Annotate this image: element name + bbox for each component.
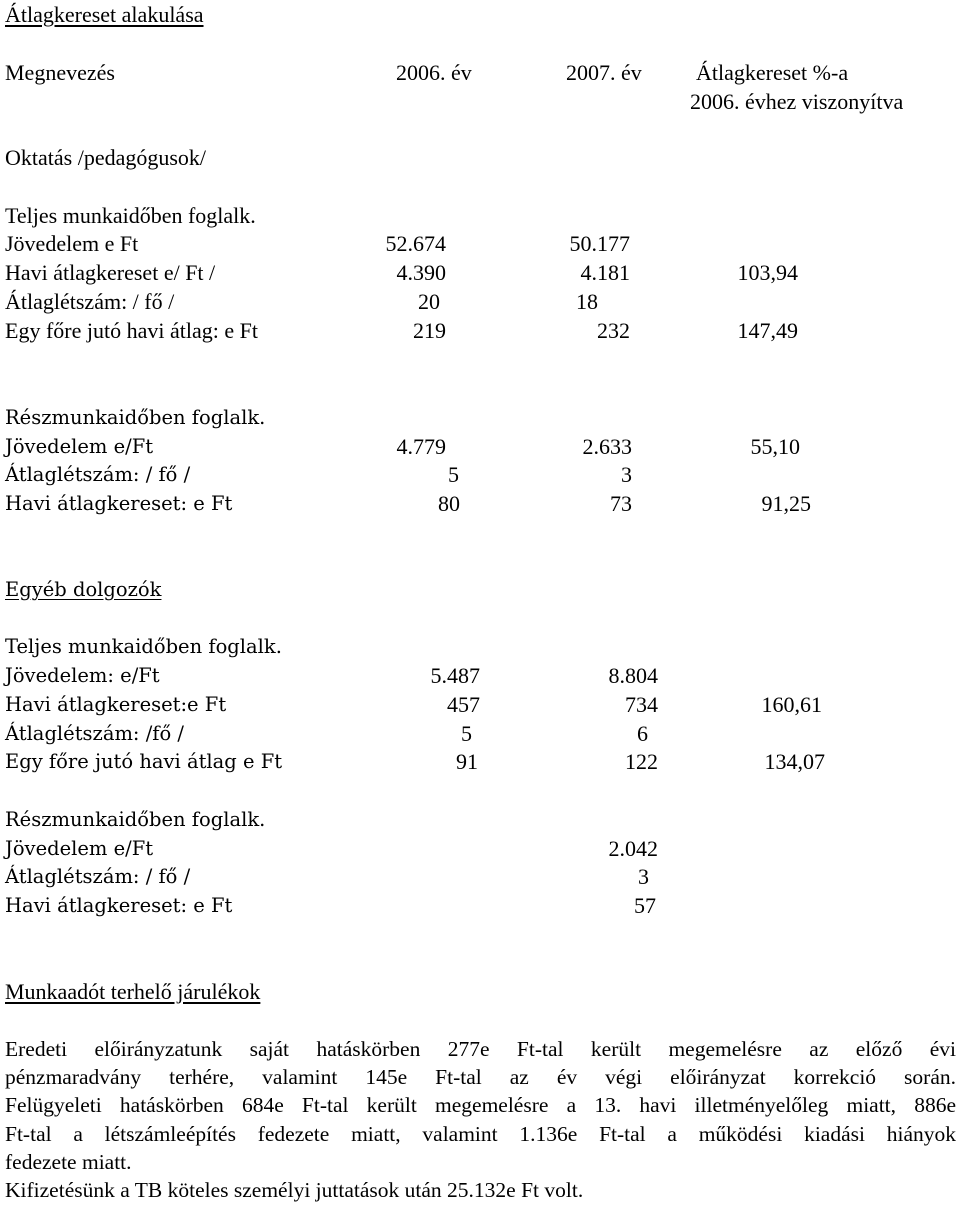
cell-2007: 73 [610, 491, 632, 516]
subheading-full-time: Teljes munkaidőben foglalk. [5, 635, 282, 658]
row-label: Egy főre jutó havi átlag e Ft [5, 750, 283, 773]
cell-2006: 91 [456, 749, 478, 774]
row-label: Havi átlagkereset:e Ft [5, 693, 227, 716]
subheading-part-time: Részmunkaidőben foglalk. [5, 808, 266, 831]
cell-2006: 20 [418, 289, 440, 314]
cell-2007: 3 [638, 864, 649, 889]
cell-2006: 5 [448, 462, 459, 487]
cell-2007: 8.804 [608, 663, 658, 688]
section-heading-other-staff: Egyéb dolgozók [5, 578, 162, 601]
cell-2007: 57 [634, 893, 656, 918]
column-header-2006: 2006. év [396, 60, 472, 85]
cell-percent: 134,07 [764, 749, 825, 774]
cell-2006: 457 [447, 692, 480, 717]
cell-2007: 734 [625, 692, 658, 717]
row-label: Átlaglétszám: / fő / [5, 289, 175, 314]
cell-2007: 2.042 [608, 836, 658, 861]
paragraph-line: fedezete miatt. [5, 1149, 132, 1174]
row-label: Átlaglétszám: / fő / [5, 463, 191, 486]
row-label: Átlaglétszám: / fő / [5, 865, 191, 888]
cell-2007: 6 [637, 721, 648, 746]
cell-2007: 18 [576, 289, 598, 314]
cell-2007: 4.181 [580, 260, 630, 285]
row-label: Jövedelem: e/Ft [5, 664, 160, 687]
column-header-2007: 2007. év [566, 60, 642, 85]
subheading-part-time: Részmunkaidőben foglalk. [5, 406, 266, 429]
paragraph-line: pénzmaradvány terhére, valamint 145e Ft-tal az év végi előirányzat korrekció során. [5, 1065, 956, 1090]
section-heading-contributions: Munkaadót terhelő járulékok [5, 979, 261, 1004]
column-header-ratio-sub: 2006. évhez viszonyítva [690, 89, 904, 114]
row-label: Egy főre jutó havi átlag: e Ft [5, 318, 258, 343]
cell-2007: 232 [597, 318, 630, 343]
row-label: Átlaglétszám: /fő / [5, 722, 184, 745]
cell-2007: 122 [625, 749, 658, 774]
row-label: Jövedelem e Ft [5, 231, 139, 256]
section-heading-education: Oktatás /pedagógusok/ [5, 145, 207, 170]
row-label: Havi átlagkereset e/ Ft / [5, 260, 216, 285]
contributions-paragraph [5, 1035, 956, 1204]
cell-percent: 160,61 [761, 692, 822, 717]
paragraph-line: Eredeti előirányzatunk saját hatáskörben 277e Ft-tal került megemelésre az előző évi [5, 1037, 956, 1061]
cell-2006: 80 [438, 491, 460, 516]
column-header-name: Megnevezés [5, 60, 115, 85]
cell-2006: 4.779 [396, 434, 446, 459]
cell-2006: 52.674 [385, 231, 446, 256]
row-label: Jövedelem e/Ft [5, 435, 154, 458]
cell-2007: 2.633 [582, 434, 632, 459]
cell-2006: 219 [413, 318, 446, 343]
subheading-full-time: Teljes munkaidőben foglalk. [5, 203, 256, 228]
paragraph-last-line: Kifizetésünk a TB köteles személyi juttatások után 25.132e Ft volt. [5, 1178, 584, 1203]
cell-percent: 103,94 [737, 260, 798, 285]
cell-percent: 147,49 [737, 318, 798, 343]
row-label: Havi átlagkereset: e Ft [5, 492, 233, 515]
cell-percent: 91,25 [761, 491, 811, 516]
paragraph-line: Ft-tal a létszámleépítés fedezete miatt, valamint 1.136e Ft-tal a működési kiadási hiányok [5, 1121, 956, 1146]
cell-2007: 50.177 [569, 231, 630, 256]
cell-percent: 55,10 [750, 434, 800, 459]
cell-2006: 5 [461, 721, 472, 746]
row-label: Jövedelem e/Ft [5, 837, 154, 860]
paragraph-line: Felügyeleti hatáskörben 684e Ft-tal került megemelésre a 13. havi illetményelőleg miatt, 886e [5, 1093, 956, 1118]
cell-2006: 5.487 [430, 663, 480, 688]
page-title: Átlagkereset alakulása [5, 2, 204, 27]
row-label: Havi átlagkereset: e Ft [5, 894, 233, 917]
cell-2006: 4.390 [396, 260, 446, 285]
cell-2007: 3 [621, 462, 632, 487]
column-header-ratio: Átlagkereset %-a [696, 60, 849, 85]
